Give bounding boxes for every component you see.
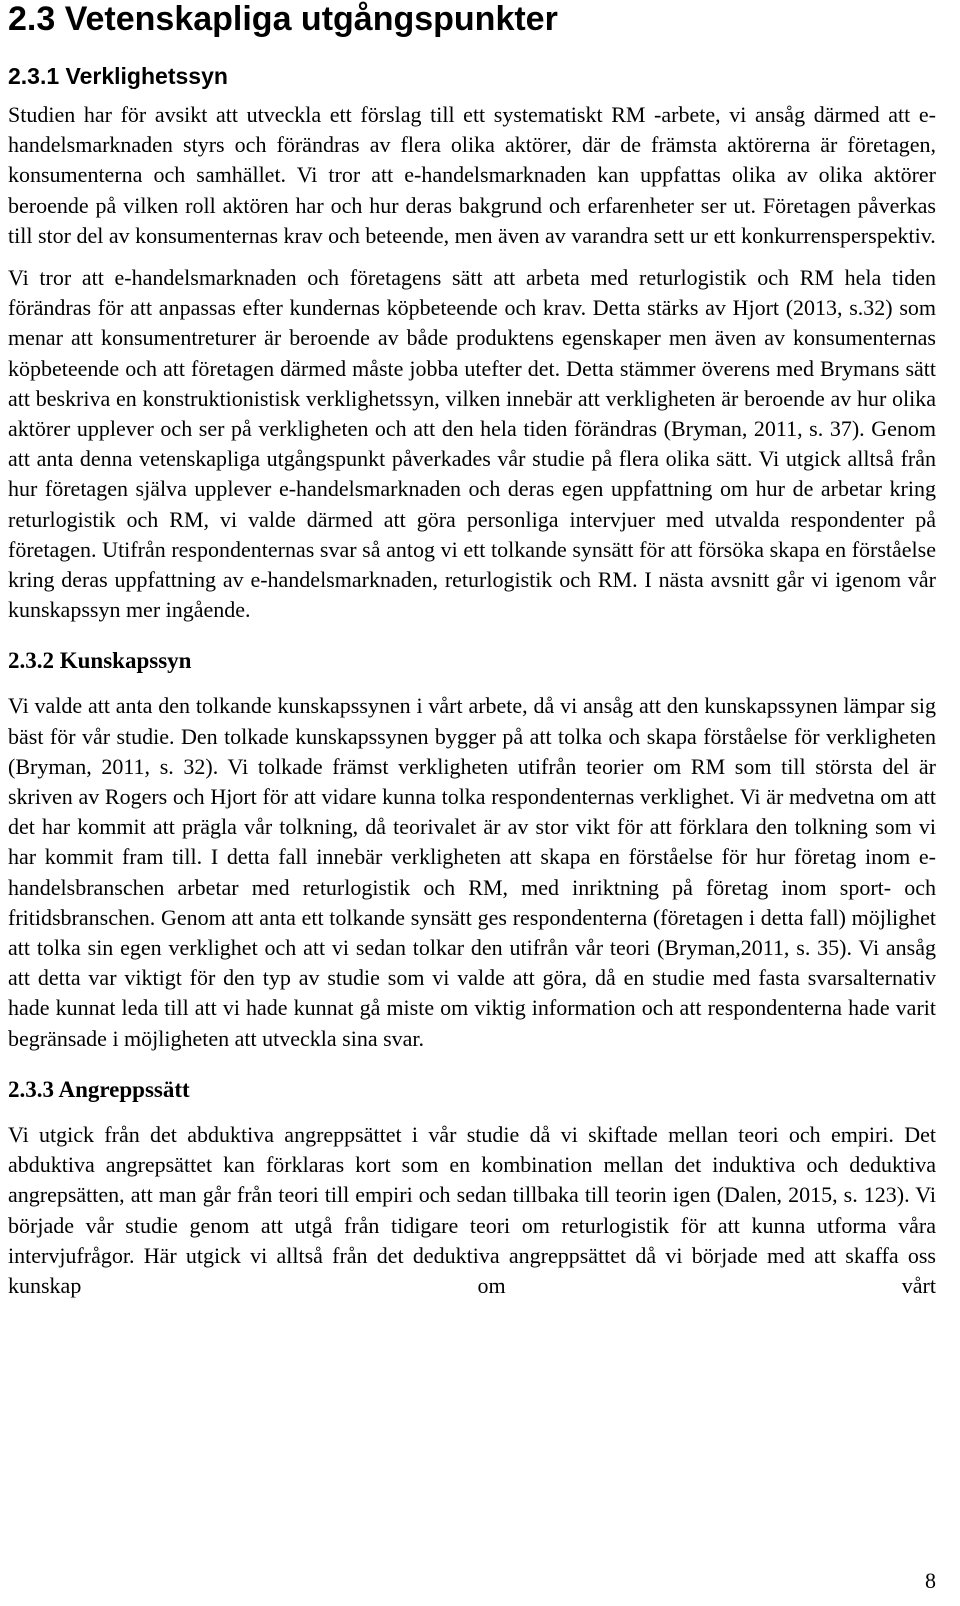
subsection-heading-verklighetssyn: 2.3.1 Verklighetssyn <box>8 63 228 89</box>
paragraph: Vi utgick från det abduktiva angreppsättet i vår studie då vi skiftade mellan teori och empiri. Det abduktiva angrepsättet kan förklaras kort som en kombination mellan det induktiva och deduktiva angrepsätten, att man går från teori till empiri och sedan tillbaka till teorin igen (Dalen, 2015, s. 123). Vi började vår studie genom att utgå från tidigare teori om returlogistik för att kunna utforma våra intervjufrågor. Här utgick vi alltså från det deduktiva angreppsättet då vi började med att skaffa oss kunskap om vårt <box>8 1121 936 1298</box>
page-number: 8 <box>925 1568 936 1593</box>
document-page <box>8 0 936 1301</box>
paragraph: Vi tror att e-handelsmarknaden och företagens sätt att arbeta med returlogistik och RM hela tiden förändras för att anpassas efter kundernas köpbeteende och krav. Detta stärks av Hjort (2013, s.32) som menar att konsumentreturer är beroende av både produktens egenskaper men även av konsumenternas köpbeteende och att företagen därmed måste jobba utefter det. Detta stämmer överens med Brymans sätt att beskriva en konstruktionistisk verklighetssyn, vilken innebär att verkligheten är beroende av hur olika aktörer upplever och ser på verkligheten och att den hela tiden förändras (Bryman, 2011, s. 37). Genom att anta denna vetenskapliga utgångspunkt påverkades vår studie på flera olika sätt. Vi utgick alltså från hur företagen själva upplever e-handelsmarknaden och deras egen uppfattning om hur de arbetar kring returlogistik och RM, vi valde därmed att göra personliga intervjuer med utvalda respondenter på företagen. Utifrån respondenternas svar så antog vi ett tolkande synsätt för att försöka skapa en förståelse kring deras uppfattning av e-handelsmarknaden, returlogistik och RM. I nästa avsnitt går vi igenom vår kunskapssyn mer ingående. <box>8 265 936 623</box>
paragraph: Studien har för avsikt att utveckla ett förslag till ett systematiskt RM -arbete, vi ansåg därmed att e-handelsmarknaden styrs och förändras av flera olika aktörer, där de främsta aktörerna är företagen, konsumenterna och samhället. Vi tror att e-handelsmarknaden kan uppfattas olika av olika aktörer beroende på vilken roll aktören har och hur deras bakgrund och erfarenheter ser ut. Företagen påverkas till stor del av konsumenternas krav och beteende, men även av varandra sett ur ett konkurrensperspektiv. <box>8 102 936 248</box>
subsection-heading-kunskapssyn: 2.3.2 Kunskapssyn <box>8 648 192 674</box>
subsection-heading-angreppssatt: 2.3.3 Angreppssätt <box>8 1076 190 1102</box>
section-heading: 2.3 Vetenskapliga utgångspunkter <box>8 0 558 38</box>
paragraph: Vi valde att anta den tolkande kunskapssynen i vårt arbete, då vi ansåg att den kunskapssynen lämpar sig bäst för vår studie. Den tolkade kunskapssynen bygger på att tolka och skapa förståelse för verkligheten (Bryman, 2011, s. 32). Vi tolkade främst verkligheten utifrån teorier om RM som till största del är skriven av Rogers och Hjort för att vidare kunna tolka respondenternas verklighet. Vi är medvetna om att det har kommit att prägla vår tolkning, då teorivalet är av stor vikt för att förklara den tolkning som vi har kommit fram till. I detta fall innebär verkligheten att skapa en förståelse för hur företag inom e-handelsbranschen arbetar med returlogistik och RM, med inriktning på företag inom sport- och fritidsbranschen. Genom att anta ett tolkande synsätt ges respondenterna (företagen i detta fall) möjlighet att tolka sin egen verklighet och att vi sedan tolkar den utifrån vår teori (Bryman,2011, s. 35). Vi ansåg att detta var viktigt för den typ av studie som vi valde att göra, då en studie med fasta svarsalternativ hade kunnat leda till att vi hade kunnat gå miste om viktig information och att respondenterna hade varit begränsade i möjligheten att utveckla sina svar. <box>8 693 936 1051</box>
